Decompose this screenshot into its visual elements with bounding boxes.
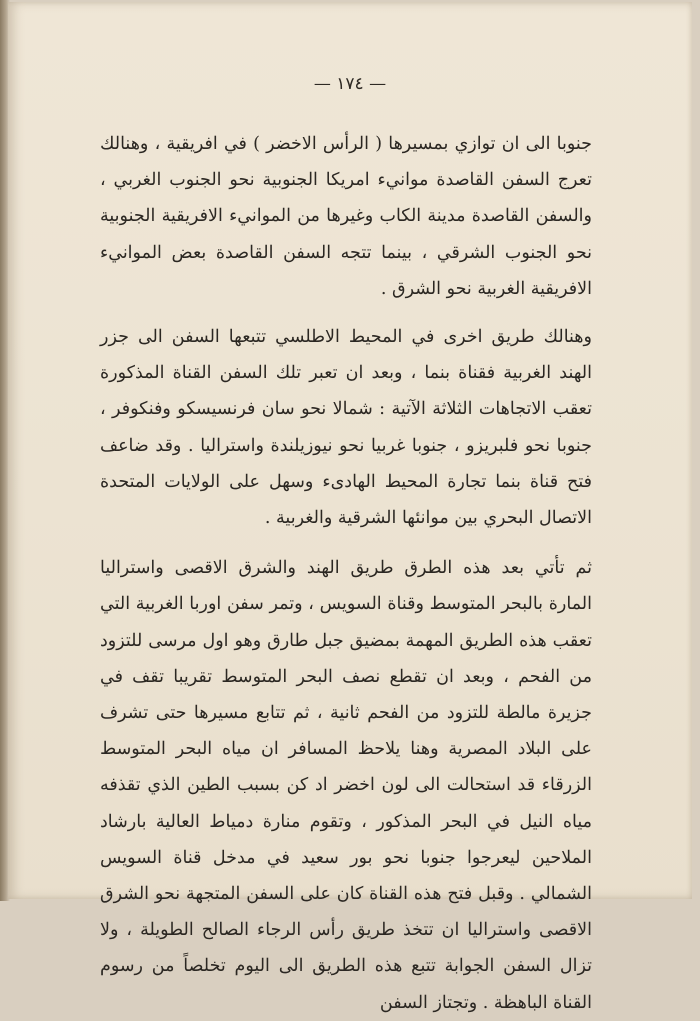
page-body-text <box>100 126 592 1021</box>
paragraph-1: جنوبا الى ان توازي بمسيرها ( الرأس الاخضر ) في افريقية ، وهنالك تعرج السفن القاصدة موانيء امريكا الجنوبية نحو الجنوب الغربي ، والسفن القاصدة مدينة الكاب وغيرها من الموانيء الافريقية الجنوبية نحو الجنوب الشرقي ، بينما تتجه السفن القاصدة بعض الموانيء الافريقية الغربية نحو الشرق . <box>100 134 592 299</box>
page-number: — ١٧٤ — <box>313 74 387 94</box>
paragraph-2: وهنالك طريق اخرى في المحيط الاطلسي تتبعها السفن الى جزر الهند الغربية فقناة بنما ، وبعد ان تعبر تلك السفن القناة المذكورة تعقب الاتجاهات الثلاثة الآتية : شمالا نحو سان فرنسيسكو وفنكوفر ، جنوبا نحو فلبريزو ، جنوبا غربيا نحو نيوزيلندة واستراليا . وقد ضاعف فتح قناة بنما تجارة المحيط الهادىء وسهل على الولايات المتحدة الاتصال البحري بين موانئها الشرقية والغربية . <box>100 327 592 529</box>
paragraph-3: ثم تأتي بعد هذه الطرق طريق الهند والشرق الاقصى واستراليا المارة بالبحر المتوسط وقناة السويس ، وتمر سفن اوربا الغربية التي تعقب هذه الطريق المهمة بمضيق جبل طارق وهو اول مرسى للتزود من الفحم ، وبعد ان تقطع نصف البحر المتوسط تقريبا تقف في جزيرة مالطة للتزود من الفحم ثانية ، ثم تتابع مسيرها حتى تشرف على البلاد المصرية وهنا يلاحظ المسافر ان مياه البحر المتوسط الزرقاء قد استحالت الى لون اخضر اد كن بسبب الطين الذي تقذفه مياه النيل في البحر المذكور ، وتقوم منارة دمياط العالية بارشاد الملاحين ليعرجوا جنوبا نحو بور سعيد في مدخل قناة السويس الشمالي . وقبل فتح هذه القناة كان على السفن المتجهة نحو الشرق الاقصى واستراليا ان تتخذ طريق رأس الرجاء الصالح الطويلة ، ولا تزال السفن الجوابة تتبع هذه الطريق الى اليوم تخلصاً من رسوم القناة الباهظة . وتجتاز السفن <box>100 558 592 1013</box>
